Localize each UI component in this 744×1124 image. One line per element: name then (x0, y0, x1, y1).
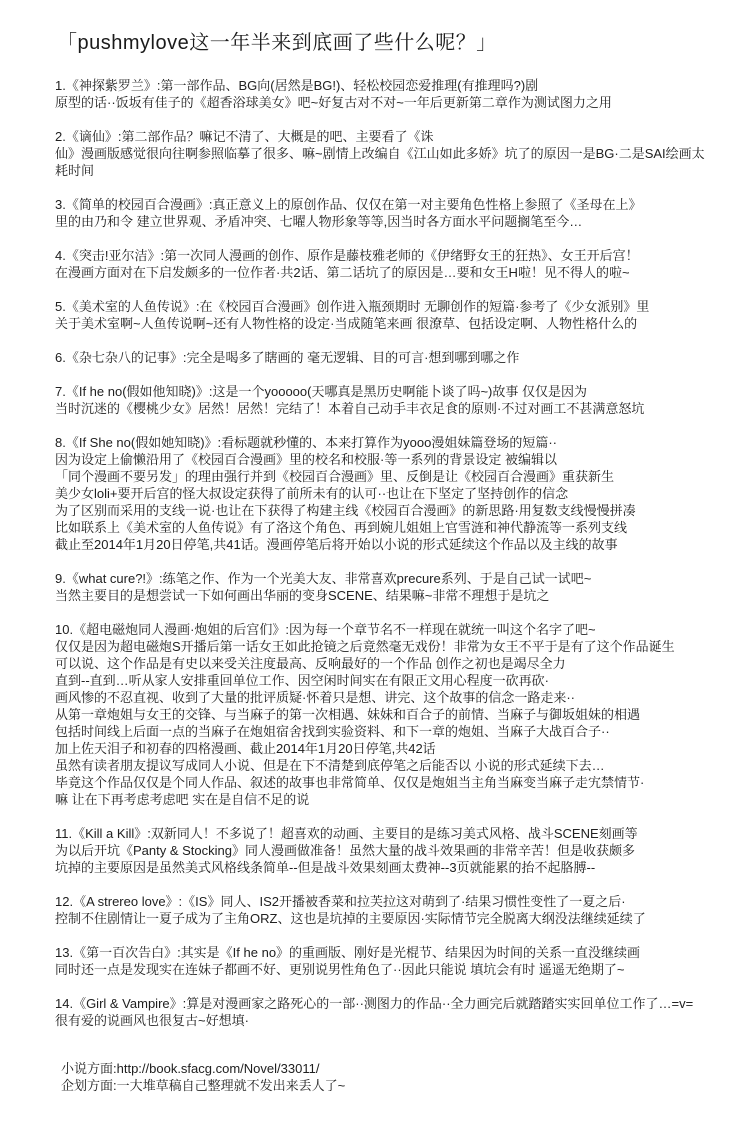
page-title: 「pushmylove这一年半来到底画了些什么呢？」 (57, 32, 497, 54)
work-entry: 10.《超电磁炮同人漫画·炮姐的后宫们》:因为每一个章节名不一样现在就统一叫这个名字了吧~ 仅仅是因为超电磁炮S开播后第一话女王如此抢镜之后竟然毫无戏份！非常为女王不平于是有了这个作品诞生 可以说、这个作品是有史以来受关注度最高、反响最好的一个作品 创作之初也是竭尽全力 直到--直到…听从家人安排重回单位工作、因空闲时间实在有限正文用心程度一砍再砍· 画风惨的不忍直视、收到了大量的批评质疑·怀着只是想、讲完、这个故事的信念一路走来·· 从第一章炮姐与女王的交锋、与当麻子的第一次相遇、妹妹和百合子的前情、当麻子与御坂姐妹的相遇 包括时间线上后面一点的当麻子在炮姐宿舍找到实验资料、和下一章的炮姐、当麻子大战百合子·· 加上佐天泪子和初春的四格漫画、截止2014年1月20日停笔,共42话 虽然有读者朋友提议写成同人小说、但是在下不清楚到底停笔之后能否以 小说的形式延续下去… 毕竟这个作品仅仅是个同人作品、叙述的故事也非常简单、仅仅是炮姐当主角当麻变当麻子走宄禁情节· 嘛 让在下再考虑考虑吧 实在是自信不足的说 (55, 622, 675, 807)
work-entry: 7.《If he no(假如他知晓)》:这是一个yooooo(天哪真是黑历史啊能卜谈了吗~)故事 仅仅是因为 当时沉迷的《樱桃少女》居然！居然！完结了！本着自己动手丰衣足食的原则·不过对画工不甚满意怒坑 (55, 384, 645, 416)
work-entry: 9.《what cure?!》:练笔之作、作为一个光美大友、非常喜欢precure系列、于是自己试一试吧~ 当然主要目的是想尝试一下如何画出华丽的变身SCENE、结果嘛~非常不理想于是坑之 (55, 571, 592, 603)
work-entry: 8.《If She no(假如她知晓)》:看标题就秒懂的、本来打算作为yooo漫姐妹篇登场的短篇·· 因为设定上偷懒沿用了《校园百合漫画》里的校名和校服·等一系列的背景设定 被编辑以 「同个漫画不要另发」的理由强行并到《校园百合漫画》里、反倒是让《校园百合漫画》重获新生 美少女loli+要开后宫的怪大叔设定获得了前所未有的认可··也让在下坚定了坚持创作的信念 为了区别而采用的支线一说·也让在下获得了构建主线《校园百合漫画》的新思路·用复数支线慢慢拼凑 比如联系上《美术室的人鱼传说》有了洛这个角色、再到婉儿姐姐上官雪涟和神代静流等一系列支线 截止至2014年1月20日停笔,共41话。漫画停笔后将开始以小说的形式延续这个作品以及主线的故事 (55, 435, 636, 552)
work-entry: 13.《第一百次告白》:其实是《If he no》的重画版、刚好是光棍节、结果因为时间的关系一直没继续画 同时还一点是发现实在连妹子都画不好、更别说男性角色了··因此只能说 填坑会有时 遥遥无绝期了~ (55, 945, 641, 977)
work-entry: 1.《神探紫罗兰》:第一部作品、BG向(居然是BG!)、轻松校园恋爱推理(有推理吗?)剧 原型的话··饭坂有佳子的《超香浴球美女》吧~好复古对不对~一年后更新第二章作为测试图力之用 (55, 78, 612, 110)
work-entry: 5.《美术室的人鱼传说》:在《校园百合漫画》创作进入瓶颈期时 无聊创作的短篇·参考了《少女派别》里 关于美术室啊~人鱼传说啊~还有人物性格的设定·当成随笔来画 很潦草、包括设定啊、人物性格什么的 (55, 299, 650, 331)
work-entry: 4.《突击!亚尔洁》:第一次同人漫画的创作、原作是藤枝雅老师的《伊绪野女王的狂热》、女王开后宫！ 在漫画方面对在下启发颇多的一位作者·共2话、第二话坑了的原因是…要和女王H啦！见不得人的啦~ (55, 248, 639, 280)
work-entry: 11.《Kill a Kill》:双新同人！不多说了！超喜欢的动画、主要目的是练习美式风格、战斗SCENE刻画等 为以后开坑《Panty & Stocking》同人漫画做准备！虽然大量的战斗效果画的非常辛苦！但是收获颇多 坑掉的主要原因是虽然美式风格线条简单--但是战斗效果刻画太费神--3页就能累的抬不起胳膊-- (55, 826, 638, 875)
footer-note: 小说方面:http://book.sfacg.com/Novel/33011/ 企划方面:一大堆草稿自己整理就不发出来丢人了~ (61, 1061, 346, 1093)
work-entry: 12.《A strereo love》:《IS》同人、IS2开播被香菜和拉芙拉这对萌到了·结果习惯性变性了一夏之后· 控制不住剧情让一夏子成为了主角ORZ、这也是坑掉的主要原因·实际情节完全脱离大纲没法继续延续了 (55, 894, 646, 926)
work-entry: 6.《杂七杂八的记事》:完全是喝多了瞎画的 毫无逻辑、目的可言·想到哪到哪之作 (55, 350, 520, 365)
work-entry: 14.《Girl & Vampire》:算是对漫画家之路死心的一部··测图力的作品··全力画完后就踏踏实实回单位工作了…=v= 很有爱的说画风也很复古~好想填· (55, 996, 694, 1028)
work-entry: 3.《简单的校园百合漫画》:真正意义上的原创作品、仅仅在第一对主要角色性格上参照了《圣母在上》 里的由乃和令 建立世界观、矛盾冲突、七曜人物形象等等,因当时各方面水平问题搁笔至今… (55, 197, 642, 229)
work-entry: 2.《谪仙》:第二部作品？嘛记不清了、大概是的吧、主要看了《诛 仙》漫画版感觉很向往啊参照临摹了很多、嘛~剧情上改编自《江山如此多娇》坑了的原因一是BG·二是SAI绘画太耗时间 (55, 129, 705, 178)
works-list (55, 77, 716, 1029)
